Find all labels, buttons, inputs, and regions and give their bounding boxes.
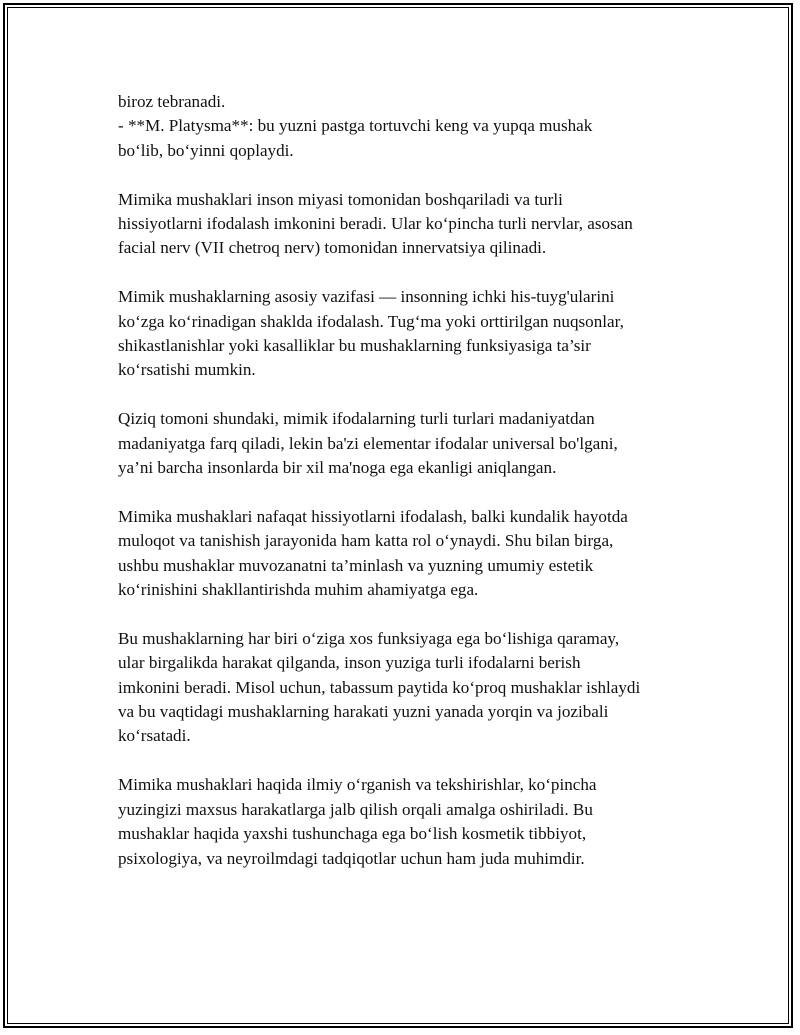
paragraph-3: Mimik mushaklarning asosiy vazifasi — insonning ichki his-tuyg'ularini ko‘zga ko‘rinadigan shaklda ifodalash. Tug‘ma yoki orttirilgan nuqsonlar, shikastlanishlar yoki kasalliklar bu mushaklarning funksiyasiga ta’sir ko‘rsatishi mumkin. [118,287,624,380]
paragraph-5: Mimika mushaklari nafaqat hissiyotlarni ifodalash, balki kundalik hayotda muloqot va tanishish jarayonida ham katta rol o‘ynaydi. Shu bilan birga, ushbu mushaklar muvozanatni ta’minlash va yuzning umumiy estetik ko‘rinishini shakllantirishda muhim ahamiyatga ega. [118,506,628,600]
paragraph-6: Bu mushaklarning har biri o‘ziga xos funksiyaga ega bo‘lishiga qaramay, ular birgalikda harakat qilganda, inson yuziga turli ifodalarni berish imkonini beradi. Misol uchun, tabassum paytida ko‘proq mushaklar ishlaydi va bu vaqtidagi mushaklarning harakati yuzni yanada yorqin va jozibali ko‘rsatadi. [118,628,641,746]
paragraph-7: Mimika mushaklari haqida ilmiy o‘rganish va tekshirishlar, ko‘pincha yuzingizi maxsus harakatlarga jalb qilish orqali amalga oshiriladi. Bu mushaklar haqida yaxshi tushunchaga ega bo‘lish kosmetik tibbiyot, psixologiya, va neyroilmdagi tadqiqotlar uchun ham juda muhimdir. [118,775,597,868]
paragraph-1: biroz tebranadi. - **M. Platysma**: bu yuzni pastga tortuvchi keng va yupqa mushak bo‘lib, bo‘yinni qoplaydi. [118,92,593,160]
document-body [118,90,718,871]
paragraph-4: Qiziq tomoni shundaki, mimik ifodalarning turli turlari madaniyatdan madaniyatga farq qiladi, lekin ba'zi elementar ifodalar universal bo'lgani, ya’ni barcha insonlarda bir xil ma'noga ega ekanligi aniqlangan. [118,409,618,478]
paragraph-2: Mimika mushaklari inson miyasi tomonidan boshqariladi va turli hissiyotlarni ifodalash imkonini beradi. Ular ko‘pincha turli nervlar, asosan facial nerv (VII chetroq nerv) tomonidan innervatsiya qilinadi. [118,189,633,258]
